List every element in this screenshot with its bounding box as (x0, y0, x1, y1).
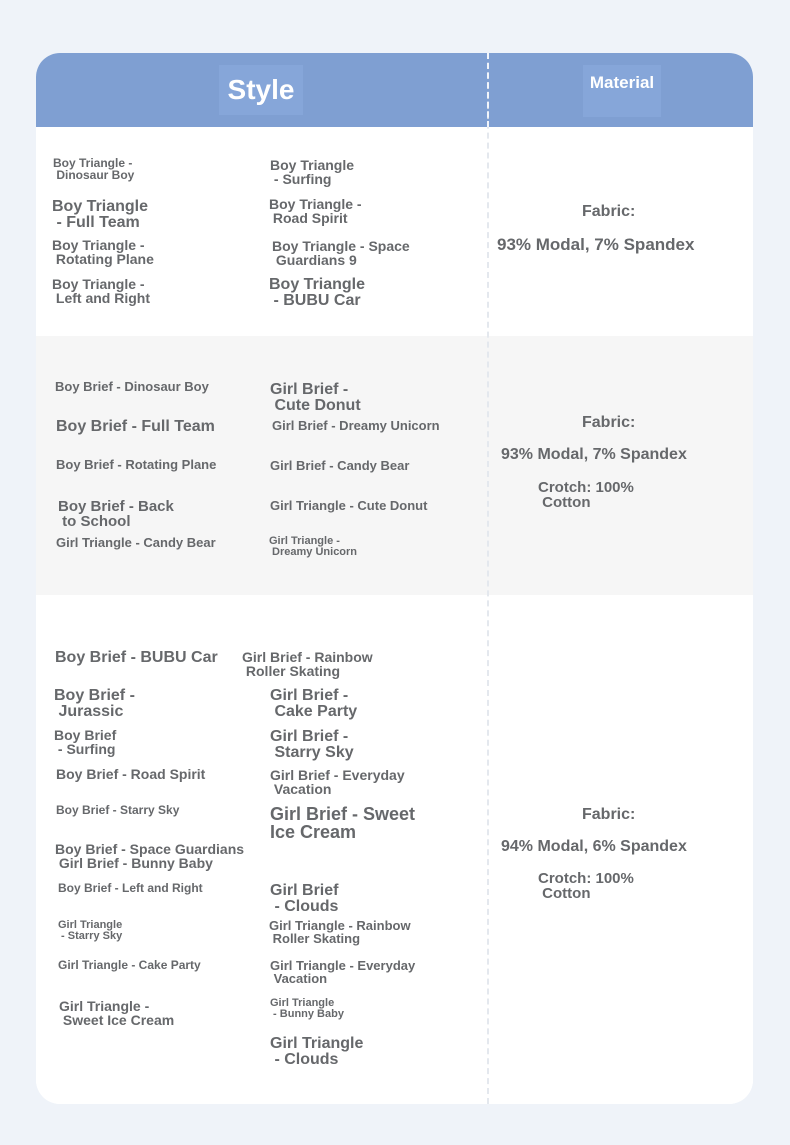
header-column-divider (487, 53, 489, 127)
crotch-composition: Crotch: 100% Cotton (538, 479, 634, 511)
style-item: Girl Brief - Starry Sky (270, 728, 354, 761)
style-item: Boy Brief - Full Team (56, 418, 215, 435)
style-item: Girl Brief - Cake Party (270, 687, 358, 720)
style-item: Boy Brief - Road Spirit (56, 766, 206, 782)
style-item: Girl Triangle - Starry Sky (58, 919, 123, 942)
style-item: Boy Triangle - Space Guardians 9 (272, 238, 410, 268)
style-item: Boy Triangle - Dinosaur Boy (53, 156, 135, 182)
style-item: Girl Brief - Candy Bear (270, 458, 410, 473)
style-item: Girl Triangle - Rainbow Roller Skating (269, 918, 411, 946)
fabric-composition: 93% Modal, 7% Spandex (497, 235, 695, 254)
style-column-header: Style (219, 65, 303, 115)
style-item: Girl Brief - Rainbow Roller Skating (242, 649, 373, 679)
style-item: Girl Triangle - Cake Party (58, 958, 201, 972)
fabric-composition: 94% Modal, 6% Spandex (501, 838, 687, 855)
style-item: Boy Triangle - Left and Right (52, 276, 150, 306)
style-item: Boy Brief - Surfing (54, 727, 117, 757)
style-item: Girl Triangle - Clouds (270, 1035, 364, 1068)
style-item: Girl Triangle - Candy Bear (56, 535, 216, 550)
style-item: Girl Triangle - Dreamy Unicorn (269, 535, 358, 558)
style-item: Girl Brief - Dreamy Unicorn (272, 418, 440, 433)
style-item: Boy Triangle - BUBU Car (269, 276, 366, 309)
style-item: Boy Brief - Left and Right (58, 881, 203, 895)
style-item: Girl Brief - Clouds (270, 882, 339, 915)
fabric-label: Fabric: (582, 414, 636, 431)
style-item: Boy Brief - Dinosaur Boy (55, 379, 209, 394)
product-spec-card (36, 53, 753, 1104)
style-item: Girl Triangle - Bunny Baby (270, 997, 344, 1020)
style-item: Girl Triangle - Sweet Ice Cream (59, 998, 175, 1028)
style-item: Boy Brief - Starry Sky (56, 803, 180, 817)
style-item: Girl Brief - Cute Donut (270, 381, 361, 414)
style-item: Boy Triangle - Road Spirit (269, 196, 362, 226)
style-item: Boy Brief - Rotating Plane (56, 457, 217, 472)
crotch-composition: Crotch: 100% Cotton (538, 870, 634, 902)
style-item: Girl Brief - Sweet Ice Cream (270, 804, 416, 842)
style-item: Girl Triangle - Everyday Vacation (270, 958, 416, 986)
style-item: Boy Triangle - Full Team (52, 198, 149, 231)
material-column-header: Material (583, 65, 661, 117)
fabric-composition: 93% Modal, 7% Spandex (501, 446, 687, 463)
style-item: Boy Brief - Space Guardians Girl Brief - Bunny Baby (55, 841, 245, 871)
style-item: Girl Brief - Everyday Vacation (270, 767, 405, 797)
table-header (36, 53, 753, 127)
style-item: Boy Brief - BUBU Car (55, 649, 218, 666)
column-divider (487, 53, 489, 1104)
style-item: Boy Triangle - Surfing (270, 157, 355, 187)
style-item: Boy Brief - Back to School (58, 498, 174, 530)
style-item: Boy Brief - Jurassic (54, 687, 135, 720)
style-item: Girl Triangle - Cute Donut (270, 498, 428, 513)
fabric-label: Fabric: (582, 203, 636, 220)
style-item: Boy Triangle - Rotating Plane (52, 237, 154, 267)
fabric-label: Fabric: (582, 806, 636, 823)
